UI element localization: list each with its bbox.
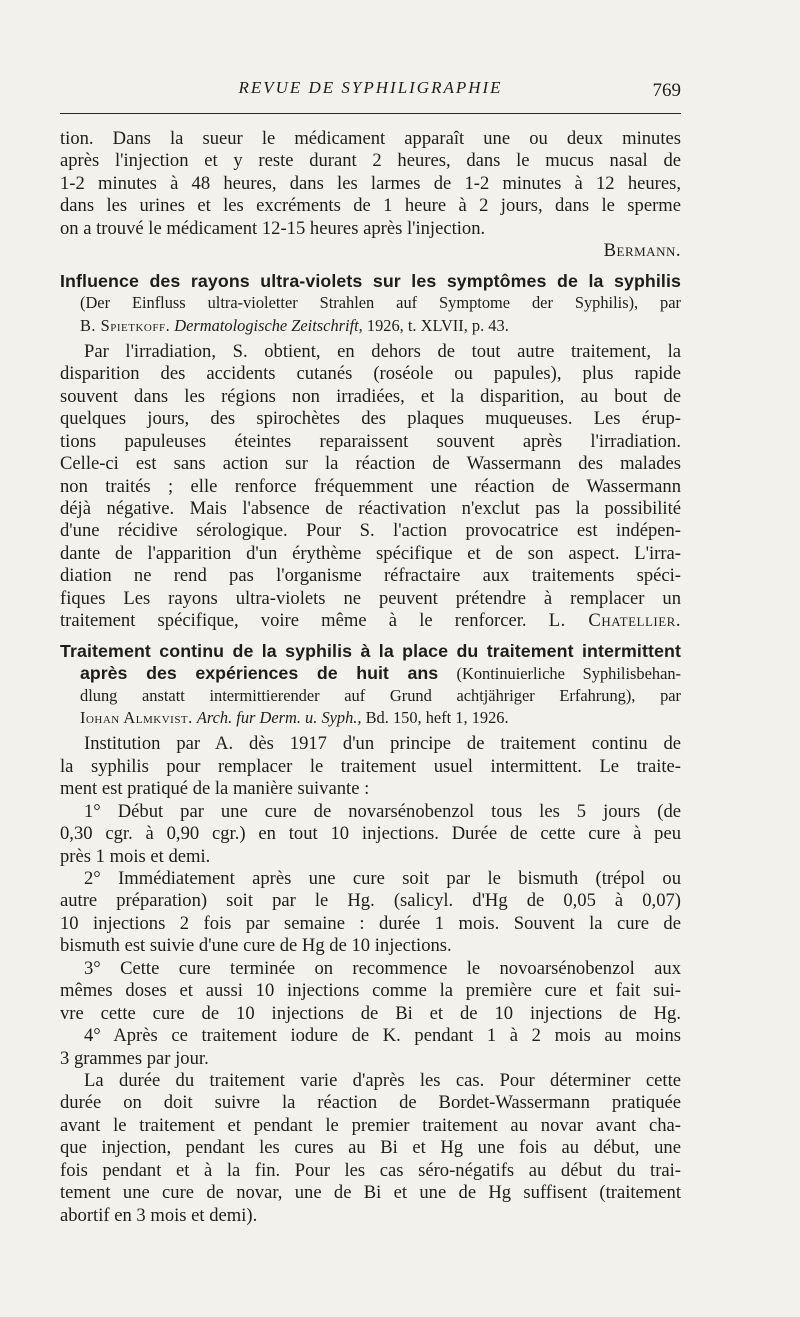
text-line: fois pendant et à la fin. Pour les cas séro-négatifs au début du trai- — [60, 1159, 681, 1181]
text-line: tions papuleuses éteintes reparaissent souvent après l'irradiation. — [60, 430, 681, 452]
page-number: 769 — [652, 80, 681, 101]
article-ultraviolet — [60, 270, 681, 633]
text-line: diation ne rend pas l'organisme réfractaire aux traitements spéci- — [60, 565, 681, 587]
text-line: 0,30 cgr. à 0,90 cgr.) en tout 10 injections. Durée de cette cure à peu — [60, 823, 681, 845]
text-line: 1-2 minutes à 48 heures, dans les larmes de 1-2 minutes à 12 heures, — [60, 172, 681, 194]
text-line: disparition des accidents cutanés (roséole ou papules), plus rapide — [60, 363, 681, 385]
article-reference: (Der Einfluss ultra-violetter Strahlen auf Symptome der Syphilis), par — [80, 293, 681, 313]
text-fragment: traitement spécifique, voire même à le renforcer. — [60, 610, 527, 632]
text-line: La durée du traitement varie d'après les cas. Pour déterminer cette — [84, 1069, 681, 1091]
text-line: quelques jours, des spirochètes des plaques muqueuses. Les érup- — [60, 408, 681, 430]
text-line: fiques Les rayons ultra-violets ne peuvent prétendre à remplacer un — [60, 587, 681, 609]
text-line: bismuth est suivie d'une cure de Hg de 10 injections. — [60, 935, 452, 957]
reference-author: B. Spietkoff. — [80, 315, 171, 335]
text-line: 3° Cette cure terminée on recommence le novoarsénobenzol aux — [84, 957, 681, 979]
text-line: d'une récidive sérologique. Pour S. l'action provocatrice est indépen- — [60, 520, 681, 542]
continued-abstract — [60, 128, 681, 263]
text-line: Celle-ci est sans action sur la réaction de Wassermann des malades — [60, 453, 681, 475]
article-continuous-treatment — [60, 640, 681, 1227]
text-line: près 1 mois et demi. — [60, 845, 211, 867]
text-line: avant le traitement et pendant le premier traitement au novar avant cha- — [60, 1114, 681, 1136]
text-line: autre préparation) soit par le Hg. (salicyl. d'Hg de 0,05 à 0,07) — [60, 890, 681, 912]
text-line: déjà négative. Mais l'absence de réactivation n'exclut pas la possibilité — [60, 498, 681, 519]
article-title: Influence des rayons ultra-violets sur les symptômes de la syphilis — [60, 270, 681, 291]
reference-journal: Dermatologische Zeitschrift, — [174, 315, 363, 335]
text-line: la syphilis pour remplacer le traitement usuel intermittent. Le traite- — [60, 755, 681, 777]
text-line: dante de l'apparition d'un érythème spécifique et de son aspect. L'irra- — [60, 542, 681, 564]
header-rule — [60, 113, 681, 114]
text-line: 4° Après ce traitement iodure de K. pendant 1 à 2 mois au moins — [84, 1025, 681, 1047]
text-line: que injection, pendant les cures au Bi et Hg une fois au début, une — [60, 1137, 681, 1159]
text-line: vre cette cure de 10 injections de Bi et de 10 injections de Hg. — [60, 1002, 681, 1024]
article-title: Traitement continu de la syphilis à la place du traitement intermittent — [60, 640, 681, 661]
article-reference — [60, 707, 681, 729]
text-line: durée on doit suivre la réaction de Bordet-Wassermann pratiquée — [60, 1092, 681, 1114]
article-title-continued — [60, 662, 681, 684]
running-title: REVUE DE SYPHILIGRAPHIE — [238, 78, 503, 97]
text-line: Par l'irradiation, S. obtient, en dehors de tout autre traitement, la — [84, 340, 681, 362]
text-line: 3 grammes par jour. — [60, 1047, 209, 1069]
text-line: 2° Immédiatement après une cure soit par le bismuth (trépol ou — [84, 868, 681, 889]
text-line: tion. Dans la sueur le médicament apparaît une ou deux minutes — [60, 128, 681, 149]
article-title-bold: après des expériences de huit ans — [80, 663, 439, 684]
reference-details: 1926, t. XLVII, p. 43. — [366, 315, 509, 335]
reference-author: Iohan Almkvist. — [80, 707, 193, 727]
text-line: Institution par A. dès 1917 d'un principe de traitement continu de — [84, 733, 681, 755]
author-signature: Bermann. — [603, 240, 681, 262]
article-reference — [60, 315, 681, 337]
author-signature: L. Chatellier. — [548, 610, 682, 632]
text-line: ment est pratiqué de la manière suivante : — [60, 778, 370, 800]
text-line: mêmes doses et aussi 10 injections comme la première cure et fait sui- — [60, 980, 681, 1002]
reference-details: Bd. 150, heft 1, 1926. — [365, 707, 509, 727]
text-line: tement une cure de novar, une de Bi et une de Hg suffisent (traitement — [60, 1182, 681, 1204]
article-reference: dlung anstatt intermittierender auf Grund achtjähriger Erfahrung), par — [80, 685, 681, 705]
reference-original-title: (Kontinuierliche Syphilisbehan- — [456, 664, 682, 684]
running-header — [60, 78, 681, 106]
text-line — [60, 610, 681, 632]
text-line: 10 injections 2 fois par semaine : durée 1 mois. Souvent la cure de — [60, 912, 681, 934]
page-body — [60, 128, 681, 1227]
text-line: on a trouvé le médicament 12-15 heures après l'injection. — [60, 217, 486, 239]
text-line: abortif en 3 mois et demi). — [60, 1204, 258, 1226]
text-line: souvent dans les régions non irradiées, et la disparition, au bout de — [60, 385, 681, 407]
text-line: 1° Début par une cure de novarsénobenzol tous les 5 jours (de — [84, 800, 681, 822]
reference-journal: Arch. fur Derm. u. Syph., — [196, 707, 362, 727]
text-line: après l'injection et y reste durant 2 heures, dans le mucus nasal de — [60, 150, 681, 172]
text-line: non traités ; elle renforce fréquemment une réaction de Wassermann — [60, 475, 681, 497]
text-line: dans les urines et les excréments de 1 heure à 2 jours, dans le sperme — [60, 195, 681, 217]
